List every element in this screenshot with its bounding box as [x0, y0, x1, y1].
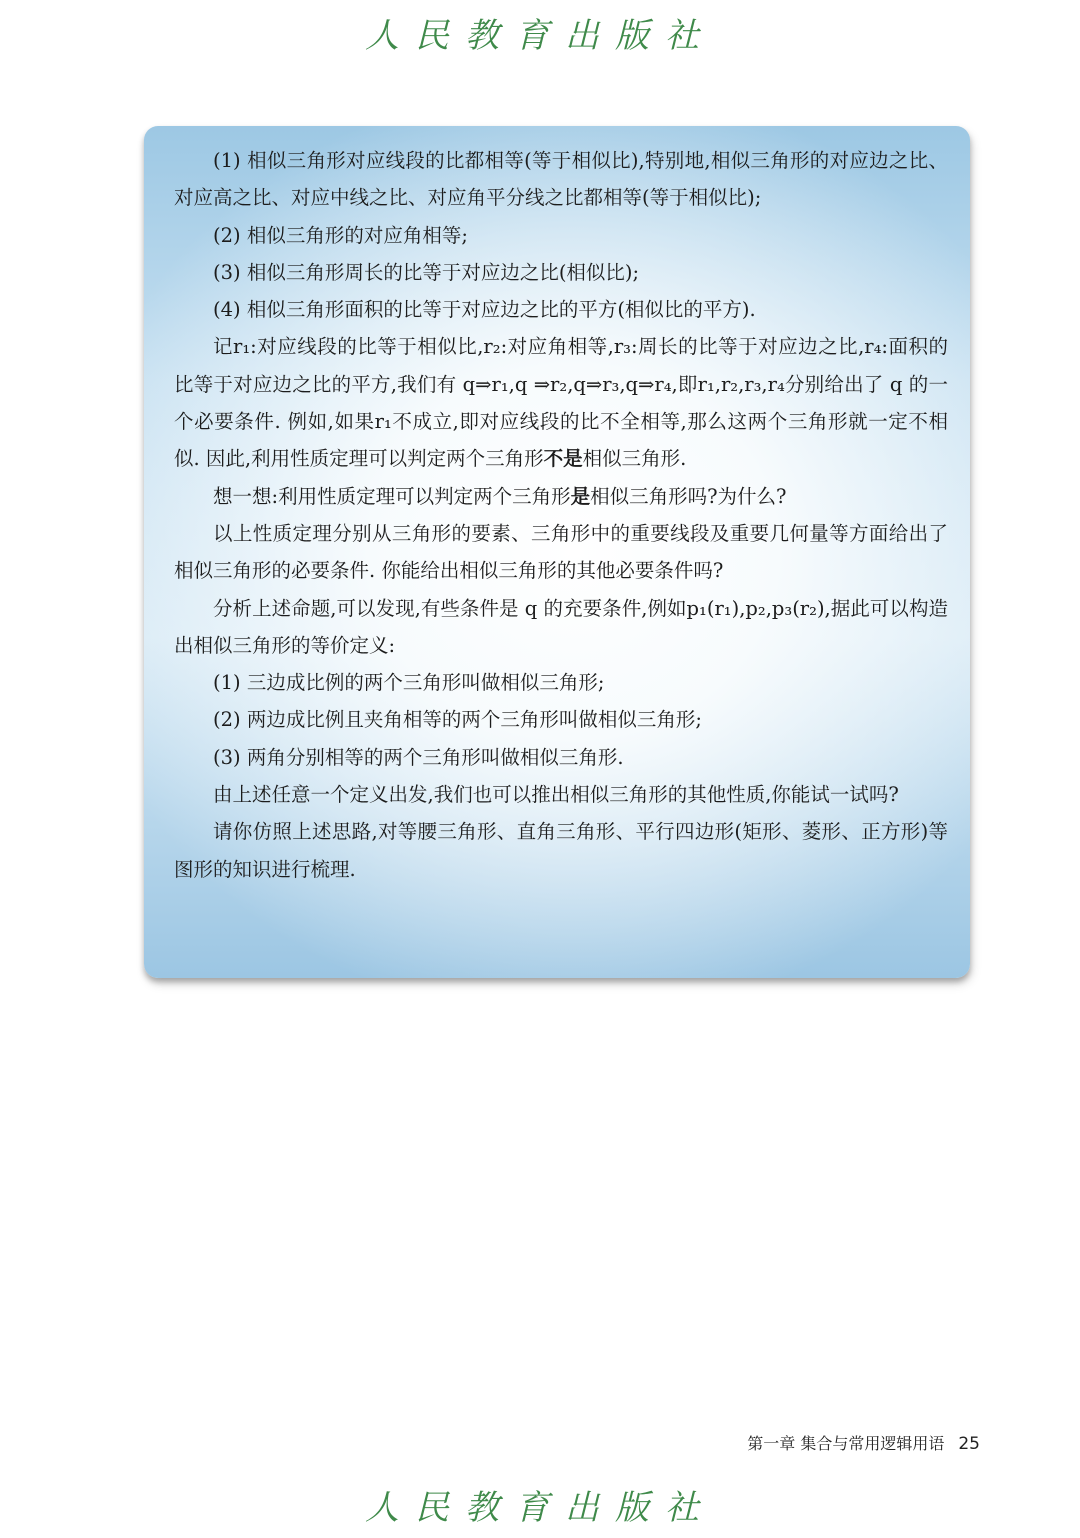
paragraph: (1) 三边成比例的两个三角形叫做相似三角形; [213, 671, 605, 695]
chapter-title: 第一章 集合与常用逻辑用语 [747, 1434, 945, 1453]
paragraph: (2) 两边成比例且夹角相等的两个三角形叫做相似三角形; [213, 708, 702, 732]
summary-text [174, 142, 948, 888]
paragraph: 分析上述命题,可以发现,有些条件是 q 的充要条件,例如p₁(r₁),p₂,p₃(r₂),据此可以构造出相似三角形的等价定义: [174, 596, 948, 657]
paragraph: (3) 相似三角形周长的比等于对应边之比(相似比); [213, 260, 640, 284]
paragraph-text: 相似三角形吗?为什么? [590, 484, 787, 508]
emphasis-text: 不是 [543, 447, 583, 471]
publisher-logo-top: 人民教育出版社 [365, 16, 715, 56]
page-footer [747, 1431, 980, 1454]
think-question [174, 478, 948, 515]
paragraph: (2) 相似三角形的对应角相等; [213, 223, 468, 247]
paragraph-text: 想一想:利用性质定理可以判定两个三角形 [213, 484, 571, 508]
paragraph: (3) 两角分别相等的两个三角形叫做相似三角形. [213, 745, 624, 769]
summary-box [144, 126, 970, 978]
paragraph [174, 328, 948, 477]
page-number: 25 [958, 1434, 980, 1454]
paragraph-text: 记r₁:对应线段的比等于相似比,r₂:对应角相等,r₃:周长的比等于对应边之比,r₄:面积的比等于对应边之比的平方,我们有 q⇒r₁,q ⇒r₂,q⇒r₃,q⇒r₄,即r₁,r₂,r₃,r₄分别给出了 q 的一个必要条件. 例如,如果r₁不成立,即对应线段的比不全相等,那么这两个三角形就一定不相似. 因此,利用性质定理可以判定两个三角形 [174, 335, 948, 471]
paragraph: (1) 相似三角形对应线段的比都相等(等于相似比),特别地,相似三角形的对应边之比、对应高之比、对应中线之比、对应角平分线之比都相等(等于相似比); [174, 149, 948, 210]
paragraph: 以上性质定理分别从三角形的要素、三角形中的重要线段及重要几何量等方面给出了相似三角形的必要条件. 你能给出相似三角形的其他必要条件吗? [174, 521, 948, 583]
paragraph: 由上述任意一个定义出发,我们也可以推出相似三角形的其他性质,你能试一试吗? [213, 783, 899, 807]
publisher-logo-bottom: 人民教育出版社 [365, 1488, 715, 1528]
paragraph: (4) 相似三角形面积的比等于对应边之比的平方(相似比的平方). [213, 298, 756, 322]
paragraph: 请你仿照上述思路,对等腰三角形、直角三角形、平行四边形(矩形、菱形、正方形)等图形的知识进行梳理. [174, 820, 948, 881]
paragraph-text: 相似三角形. [582, 447, 687, 471]
emphasis-text: 是 [570, 484, 591, 508]
